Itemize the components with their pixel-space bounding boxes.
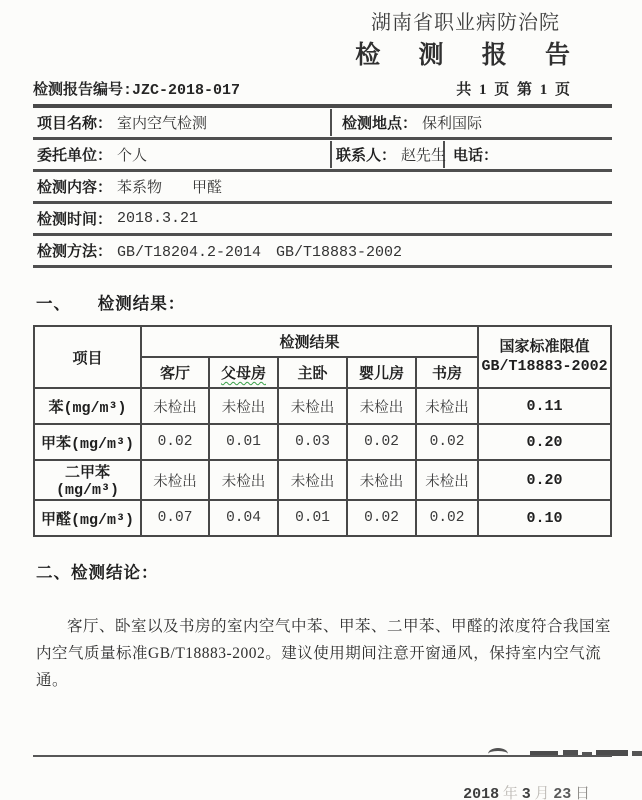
project-name-label: 项目名称： — [37, 116, 113, 132]
test-location-cell — [332, 112, 612, 133]
report-meta-row — [33, 78, 572, 99]
date-month-unit: 月 — [530, 786, 554, 800]
column-header-study: 书房 — [416, 357, 478, 388]
info-row-project — [33, 108, 612, 140]
result-cell: 未检出 — [209, 460, 278, 500]
result-cell: 未检出 — [347, 460, 416, 500]
result-cell: 0.02 — [347, 424, 416, 460]
result-cell: 未检出 — [416, 460, 478, 500]
result-cell: 0.02 — [141, 424, 209, 460]
contact-value: 赵先生 — [401, 148, 447, 164]
limit-cell: 0.20 — [478, 424, 611, 460]
test-location-value: 保利国际 — [422, 116, 483, 132]
report-number: 检测报告编号:JZC-2018-017 — [33, 82, 241, 99]
column-header-item: 项目 — [34, 326, 141, 388]
info-row-time — [33, 204, 612, 236]
contact-cell — [332, 141, 445, 168]
result-cell: 未检出 — [141, 388, 209, 424]
result-cell: 0.03 — [278, 424, 347, 460]
date-year-unit: 年 — [499, 786, 522, 800]
phone-cell — [445, 144, 612, 165]
test-content-value: 苯系物 甲醛 — [117, 180, 223, 196]
test-location-label: 检测地点： — [342, 116, 418, 132]
result-cell: 0.07 — [141, 500, 209, 536]
substance-label: 甲醛(mg/m³) — [34, 500, 141, 536]
limit-cell: 0.10 — [478, 500, 611, 536]
report-info-table — [33, 104, 612, 268]
result-cell: 0.01 — [209, 424, 278, 460]
table-row-xylene — [34, 460, 611, 500]
result-cell: 0.01 — [278, 500, 347, 536]
result-cell: 未检出 — [347, 388, 416, 424]
column-header-master-bedroom: 主卧 — [278, 357, 347, 388]
watermark-dash-fragment — [632, 751, 642, 756]
parents-room-label: 父母房 — [220, 366, 266, 382]
table-row-toluene — [34, 424, 611, 460]
contact-label: 联系人： — [336, 148, 397, 164]
result-cell: 未检出 — [278, 388, 347, 424]
test-time-cell — [33, 208, 612, 229]
substance-label: 二甲苯(mg/m³) — [34, 460, 141, 500]
report-title: 检 测 报 告 — [355, 42, 586, 69]
client-label: 委托单位： — [37, 148, 113, 164]
column-header-parents-room — [209, 357, 278, 388]
test-content-label: 检测内容： — [37, 180, 113, 196]
result-cell: 0.02 — [416, 424, 478, 460]
table-row-formaldehyde — [34, 500, 611, 536]
result-cell: 未检出 — [141, 460, 209, 500]
limit-cell: 0.20 — [478, 460, 611, 500]
column-header-results-group: 检测结果 — [141, 326, 478, 357]
date-month: 3 — [521, 786, 531, 800]
test-time-value: 2018.3.21 — [117, 210, 199, 227]
result-cell: 0.02 — [416, 500, 478, 536]
result-cell: 未检出 — [209, 388, 278, 424]
project-name-cell — [33, 109, 332, 136]
page-count: 共 1 页 第 1 页 — [456, 82, 572, 98]
client-value: 个人 — [117, 148, 148, 164]
results-table — [33, 325, 612, 537]
phone-label: 电话： — [453, 148, 499, 164]
column-header-national-limit — [478, 326, 611, 388]
limit-cell: 0.11 — [478, 388, 611, 424]
client-cell — [33, 141, 332, 168]
date-day: 23 — [553, 786, 572, 800]
report-footer — [33, 755, 612, 800]
info-row-content — [33, 172, 612, 204]
result-cell: 0.02 — [347, 500, 416, 536]
result-cell: 0.04 — [209, 500, 278, 536]
info-row-client — [33, 140, 612, 172]
limit-header-line2: GB/T18883-2002 — [481, 358, 608, 375]
section1-heading: 一、 检测结果： — [36, 294, 186, 313]
date-year: 2018 — [463, 786, 500, 800]
info-row-method — [33, 236, 612, 268]
test-time-label: 检测时间： — [37, 212, 113, 228]
column-header-baby-room: 婴儿房 — [347, 357, 416, 388]
date-day-unit: 日 — [571, 786, 590, 800]
report-date — [33, 765, 612, 800]
substance-label: 苯(mg/m³) — [34, 388, 141, 424]
conclusion-paragraph: 客厅、卧室以及书房的室内空气中苯、甲苯、二甲苯、甲醛的浓度符合我国室内空气质量标准GB/T18883-2002。建议使用期间注意开窗通风，保持室内空气流通。 — [36, 618, 612, 689]
section2-heading: 二、检测结论： — [36, 563, 159, 582]
test-method-label: 检测方法： — [37, 244, 113, 260]
project-name-value: 室内空气检测 — [117, 116, 208, 132]
test-method-cell — [33, 240, 612, 261]
test-content-cell — [33, 176, 612, 197]
result-cell: 未检出 — [278, 460, 347, 500]
substance-label: 甲苯(mg/m³) — [34, 424, 141, 460]
test-method-value: GB/T18204.2-2014 GB/T18883-2002 — [117, 244, 403, 261]
table-row-benzene — [34, 388, 611, 424]
limit-header-line1: 国家标准限值 — [499, 339, 590, 355]
results-header-row-1 — [34, 326, 611, 357]
organization-name: 湖南省职业病防治院 — [371, 12, 560, 34]
footer-divider-top — [33, 755, 612, 757]
result-cell: 未检出 — [416, 388, 478, 424]
column-header-living-room: 客厅 — [141, 357, 209, 388]
